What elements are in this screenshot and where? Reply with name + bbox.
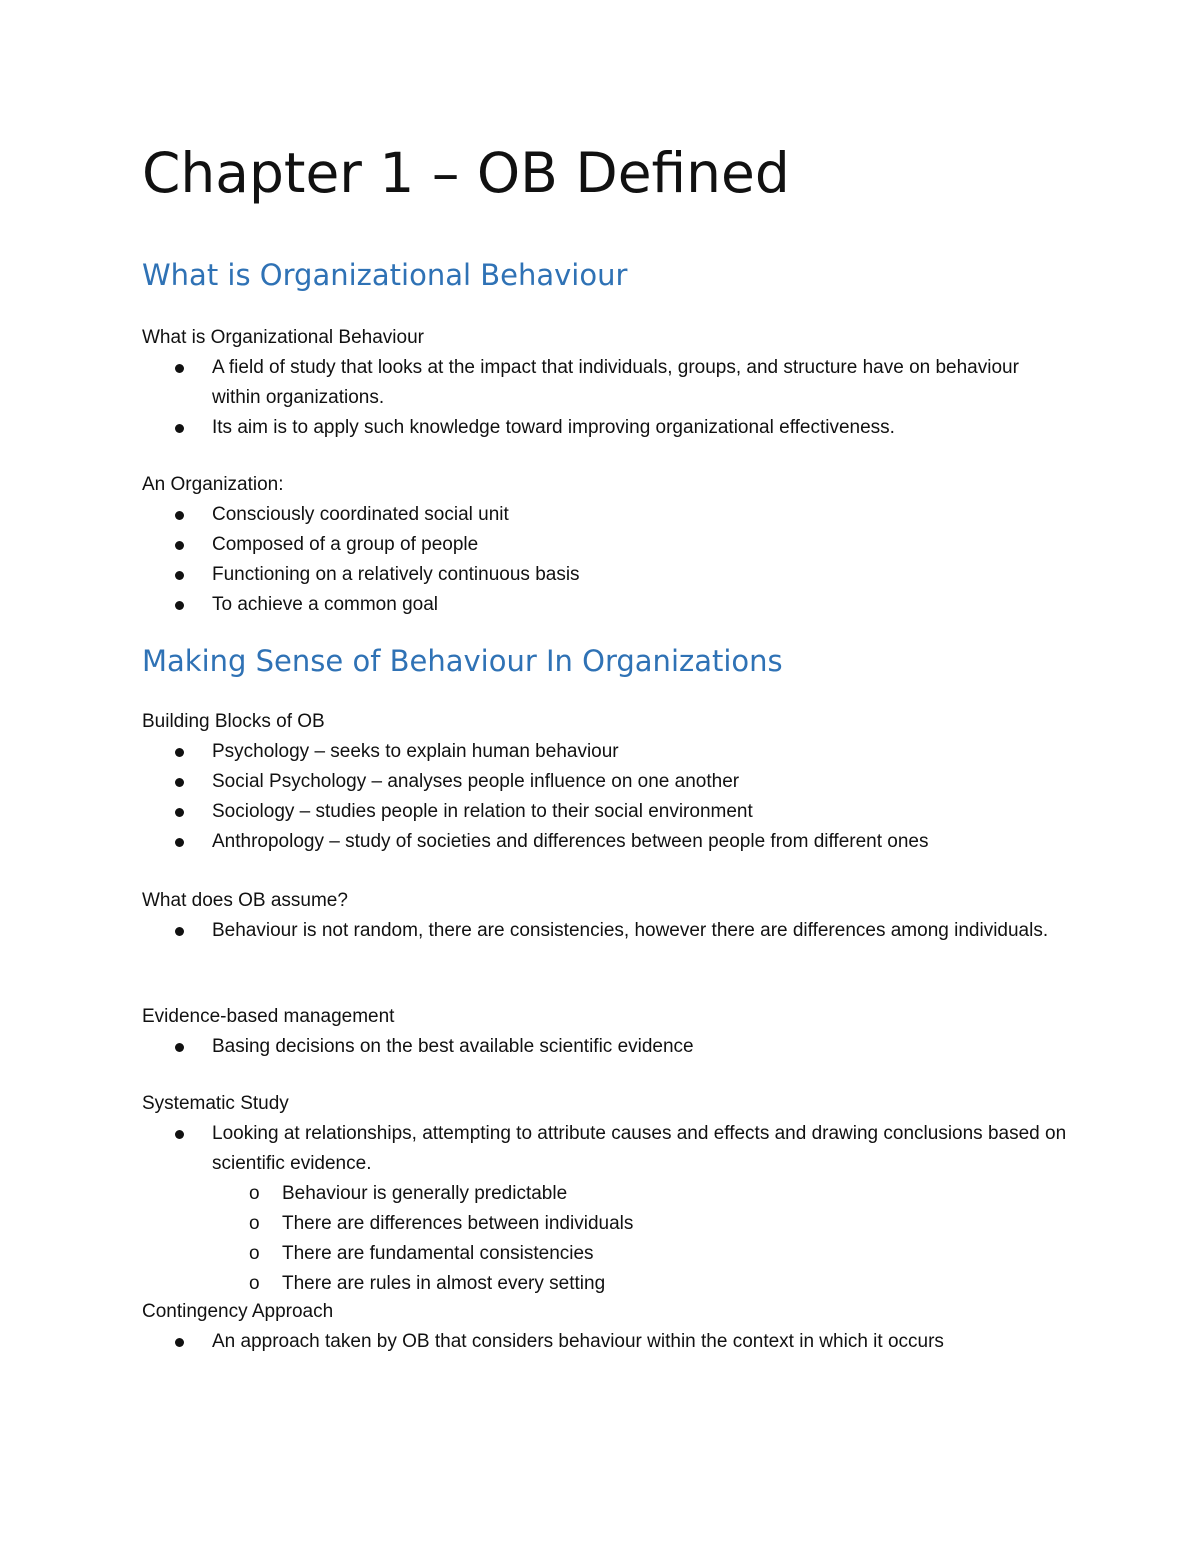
sub-list-item: o There are rules in almost every setting: [142, 1269, 1072, 1299]
group-evidence-based-management: [142, 1002, 1072, 1062]
list-item: Basing decisions on the best available scientific evidence: [142, 1032, 1072, 1062]
group-label: Contingency Approach: [142, 1301, 334, 1322]
section-heading-making-sense: Making Sense of Behaviour In Organizations: [142, 644, 783, 678]
sub-list-item: o There are fundamental consistencies: [142, 1239, 1072, 1269]
bullet-list: [142, 1032, 1072, 1062]
list-item: Consciously coordinated social unit: [142, 500, 1072, 530]
group-label: What is Organizational Behaviour: [142, 327, 424, 348]
bullet-list: [142, 500, 1072, 620]
group-what-does-ob-assume: [142, 886, 1072, 946]
group-building-blocks: [142, 707, 1072, 857]
sub-bullet-list: [142, 1179, 1072, 1299]
bullet-list: [142, 353, 1072, 443]
group-label: Building Blocks of OB: [142, 711, 325, 732]
group-contingency-approach: [142, 1297, 1072, 1357]
sub-list-item: o There are differences between individuals: [142, 1209, 1072, 1239]
list-item: An approach taken by OB that considers behaviour within the context in which it occurs: [142, 1327, 1072, 1357]
bullet-list: [142, 916, 1072, 946]
group-what-is-ob: [142, 323, 1072, 443]
group-label: An Organization:: [142, 474, 284, 495]
sub-list-item: o Behaviour is generally predictable: [142, 1179, 1072, 1209]
list-item: Its aim is to apply such knowledge toward improving organizational effectiveness.: [142, 413, 1072, 443]
bullet-list: [142, 737, 1072, 857]
page-title: Chapter 1 – OB Defined: [142, 141, 790, 205]
list-item: Psychology – seeks to explain human behaviour: [142, 737, 1072, 767]
group-an-organization: [142, 470, 1072, 620]
list-item: Social Psychology – analyses people influence on one another: [142, 767, 1072, 797]
list-item: Behaviour is not random, there are consistencies, however there are differences among individuals.: [142, 916, 1072, 946]
list-item: A field of study that looks at the impact that individuals, groups, and structure have on behaviour within organizations.: [142, 353, 1072, 413]
list-item: Functioning on a relatively continuous basis: [142, 560, 1072, 590]
list-item: Sociology – studies people in relation to their social environment: [142, 797, 1072, 827]
bullet-list: [142, 1327, 1072, 1357]
list-item: Composed of a group of people: [142, 530, 1072, 560]
list-item: Anthropology – study of societies and differences between people from different ones: [142, 827, 1072, 857]
group-label: Evidence-based management: [142, 1006, 395, 1027]
group-label: Systematic Study: [142, 1093, 289, 1114]
list-item: Looking at relationships, attempting to attribute causes and effects and drawing conclusions based on scientific evidence.: [142, 1119, 1072, 1179]
list-item: To achieve a common goal: [142, 590, 1072, 620]
section-heading-what-is-ob: What is Organizational Behaviour: [142, 258, 628, 292]
group-systematic-study: [142, 1089, 1072, 1299]
bullet-list: [142, 1119, 1072, 1179]
group-label: What does OB assume?: [142, 890, 348, 911]
